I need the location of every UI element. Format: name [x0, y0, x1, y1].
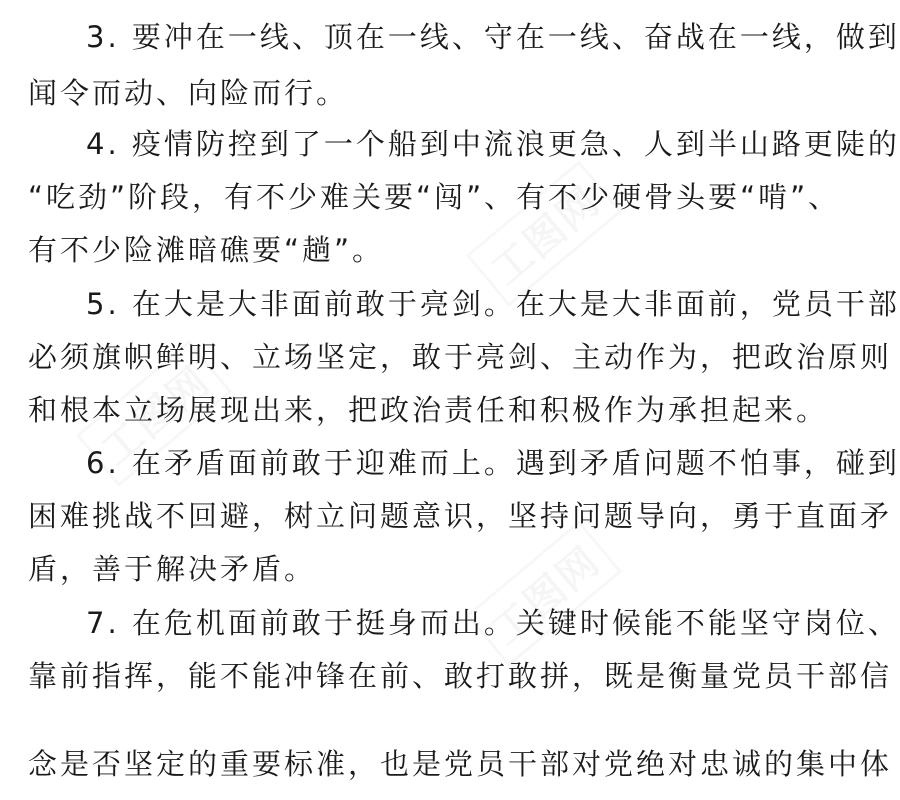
watermark-logo: [466, 520, 622, 666]
paragraph-5-line-2: 必须旗帜鲜明、立场坚定，敢于亮剑、主动作为，把政治原则: [28, 340, 893, 374]
paragraph-4-line-3: 有不少险滩暗礁要“趟”。: [28, 233, 385, 267]
paragraph-3-line-2: 闻令而动、向险而行。: [28, 76, 349, 110]
paragraph-6-line-2: 困难挑战不回避，树立问题意识，坚持问题导向，勇于直面矛: [28, 499, 893, 533]
paragraph-4-line-2: “吃劲”阶段，有不少难关要“闯”、有不少硬骨头要“啃”、: [28, 180, 841, 214]
paragraph-7-line-2: 靠前指挥，能不能冲锋在前、敢打敢拼，既是衡量党员干部信: [28, 659, 893, 693]
paragraph-3-line-1: 3. 要冲在一线、顶在一线、守在一线、奋战在一线，做到: [86, 20, 900, 54]
paragraph-6-line-1: 6. 在矛盾面前敢于迎难而上。遇到矛盾问题不怕事，碰到: [86, 446, 900, 480]
paragraph-6-line-3: 盾，善于解决矛盾。: [28, 552, 317, 586]
paragraph-5-line-1: 5. 在大是大非面前敢于亮剑。在大是大非面前，党员干部: [86, 287, 900, 321]
paragraph-5-line-3: 和根本立场展现出来，把政治责任和积极作为承担起来。: [28, 393, 829, 427]
paragraph-7-line-1: 7. 在危机面前敢于挺身而出。关键时候能不能坚守岗位、: [86, 606, 900, 640]
paragraph-4-line-1: 4. 疫情防控到了一个船到中流浪更急、人到半山路更陡的: [86, 127, 900, 161]
continuation-line-1: 念是否坚定的重要标准，也是党员干部对党绝对忠诚的集中体: [28, 747, 893, 781]
